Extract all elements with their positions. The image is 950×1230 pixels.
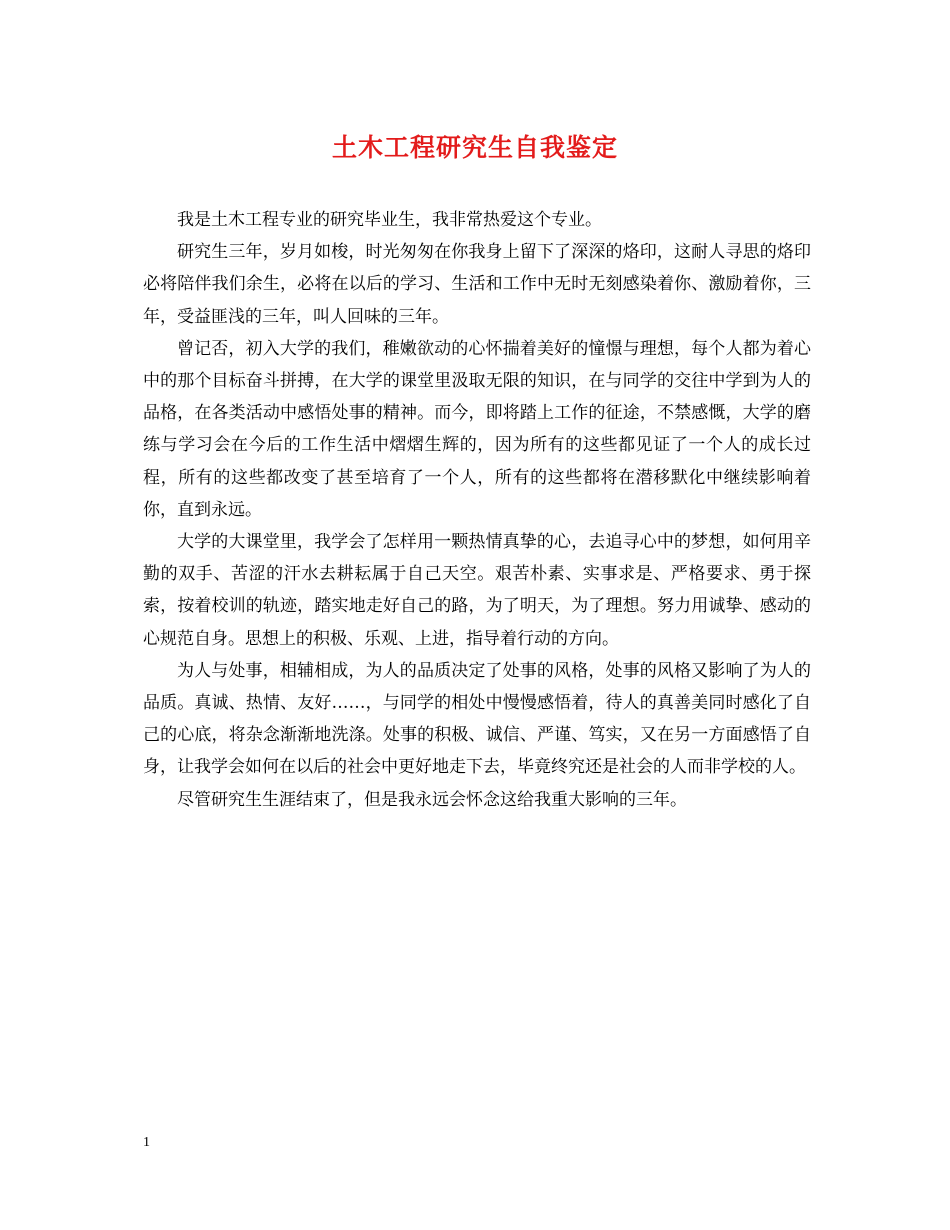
paragraph-3: 曾记否，初入大学的我们，稚嫩欲动的心怀揣着美好的憧憬与理想，每个人都为着心中的那个目标奋斗拼搏，在大学的课堂里汲取无限的知识，在与同学的交往中学到为人的品格，在各类活动中感悟处事的精神。而今，即将踏上工作的征途，不禁感慨，大学的磨练与学习会在今后的工作生活中熠熠生辉的，因为所有的这些都见证了一个人的成长过程，所有的这些都改变了甚至培育了一个人，所有的这些都将在潜移默化中继续影响着你，直到永远。 xyxy=(143,338,811,520)
document-body xyxy=(143,204,811,816)
paragraph-5: 为人与处事，相辅相成，为人的品质决定了处事的风格，处事的风格又影响了为人的品质。真诚、热情、友好……，与同学的相处中慢慢感悟着，待人的真善美同时感化了自己的心底，将杂念渐渐地洗涤。处事的积极、诚信、严谨、笃实，又在另一方面感悟了自身，让我学会如何在以后的社会中更好地走下去，毕竟终究还是社会的人而非学校的人。 xyxy=(143,660,811,778)
page-number: 1 xyxy=(143,1135,150,1150)
paragraph-2: 研究生三年，岁月如梭，时光匆匆在你我身上留下了深深的烙印，这耐人寻思的烙印必将陪伴我们余生，必将在以后的学习、生活和工作中无时无刻感染着你、激励着你，三年，受益匪浅的三年，叫人回味的三年。 xyxy=(143,242,811,327)
paragraph-1: 我是土木工程专业的研究毕业生，我非常热爱这个专业。 xyxy=(177,210,602,230)
paragraph-4: 大学的大课堂里，我学会了怎样用一颗热情真挚的心，去追寻心中的梦想，如何用辛勤的双手、苦涩的汗水去耕耘属于自己天空。艰苦朴素、实事求是、严格要求、勇于探索，按着校训的轨迹，踏实地走好自己的路，为了明天，为了理想。努力用诚挚、感动的心规范自身。思想上的积极、乐观、上进，指导着行动的方向。 xyxy=(143,532,811,649)
paragraph-6: 尽管研究生生涯结束了，但是我永远会怀念这给我重大影响的三年。 xyxy=(177,789,687,810)
document-title: 土木工程研究生自我鉴定 xyxy=(331,133,618,162)
